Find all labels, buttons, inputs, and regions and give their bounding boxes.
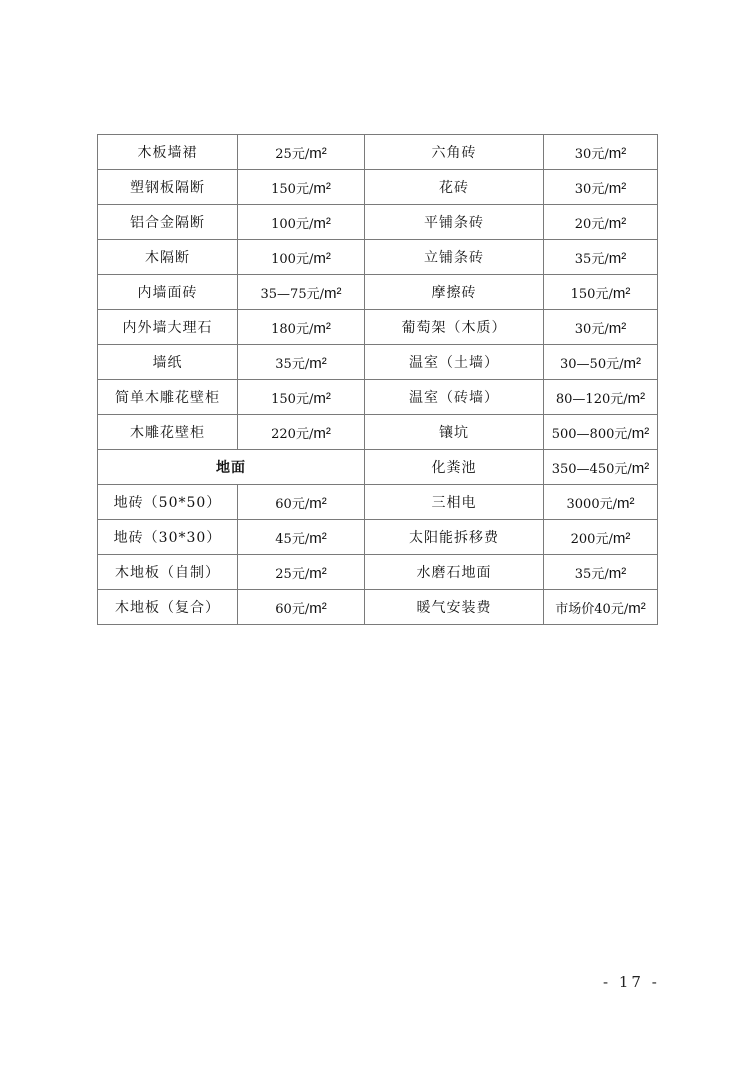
price-cell xyxy=(544,240,658,275)
price-cell-text: 100元/ xyxy=(271,216,314,232)
item-name-cell xyxy=(365,205,544,240)
unit-label: m² xyxy=(627,389,646,407)
price-cell xyxy=(238,380,365,415)
item-name-cell-text: 墙纸 xyxy=(152,355,183,371)
price-cell xyxy=(238,555,365,590)
unit-label: m² xyxy=(612,529,631,547)
item-name-cell xyxy=(98,310,238,345)
price-cell xyxy=(238,135,365,170)
price-cell xyxy=(544,345,658,380)
price-cell-text: 35—75元/ xyxy=(260,286,324,302)
unit-label: m² xyxy=(623,354,641,372)
item-name-cell-text: 地砖（30*30） xyxy=(113,530,222,546)
price-cell xyxy=(544,275,658,310)
unit-label: m² xyxy=(313,249,331,267)
item-name-cell-text: 太阳能拆移费 xyxy=(409,530,499,546)
unit-label: m² xyxy=(628,599,646,617)
item-name-cell-text: 葡萄架（木质） xyxy=(401,320,507,336)
price-cell-text: 市场价40元/ xyxy=(555,601,629,617)
price-cell-text: 25元/ xyxy=(275,146,310,162)
item-name-cell xyxy=(365,380,544,415)
item-name-cell xyxy=(98,485,238,520)
item-name-cell xyxy=(98,380,238,415)
unit-label: m² xyxy=(612,284,631,302)
table-row xyxy=(98,310,658,345)
price-cell-text: 30元/ xyxy=(574,321,609,337)
unit-label: m² xyxy=(313,214,331,232)
item-name-cell xyxy=(365,450,544,485)
item-name-cell xyxy=(98,170,238,205)
unit-label: m² xyxy=(608,214,627,232)
price-cell xyxy=(238,240,365,275)
item-name-cell xyxy=(365,310,544,345)
price-cell-text: 30元/ xyxy=(574,181,609,197)
table-row xyxy=(98,345,658,380)
table-row xyxy=(98,380,658,415)
price-cell xyxy=(238,485,365,520)
price-cell-text: 220元/ xyxy=(271,426,314,442)
table-row xyxy=(98,485,658,520)
item-name-cell xyxy=(98,555,238,590)
price-cell xyxy=(544,520,658,555)
table-row xyxy=(98,170,658,205)
price-cell-text: 45元/ xyxy=(275,531,310,547)
item-name-cell xyxy=(98,205,238,240)
item-name-cell-text: 镶坑 xyxy=(439,425,469,441)
unit-label: m² xyxy=(631,459,650,477)
table-row xyxy=(98,135,658,170)
price-cell-text: 35元/ xyxy=(574,566,609,582)
price-cell xyxy=(238,415,365,450)
table-row xyxy=(98,415,658,450)
item-name-cell-text: 地砖（50*50） xyxy=(113,495,222,511)
price-cell xyxy=(544,450,658,485)
table-row xyxy=(98,205,658,240)
item-name-cell-text: 温室（砖墙） xyxy=(409,390,499,406)
item-name-cell xyxy=(98,135,238,170)
price-cell-text: 35元/ xyxy=(574,251,609,267)
unit-label: m² xyxy=(323,284,342,302)
item-name-cell xyxy=(365,590,544,625)
table-row xyxy=(98,555,658,590)
item-name-cell-text: 木雕花壁柜 xyxy=(130,425,205,441)
price-cell-text: 200元/ xyxy=(570,531,613,547)
item-name-cell-text: 化粪池 xyxy=(431,460,477,476)
item-name-cell-text: 立铺条砖 xyxy=(424,250,484,266)
item-name-cell xyxy=(365,345,544,380)
unit-label: m² xyxy=(309,144,327,162)
unit-label: m² xyxy=(608,319,627,337)
price-cell xyxy=(238,205,365,240)
unit-label: m² xyxy=(608,564,627,582)
price-cell-text: 150元/ xyxy=(570,286,613,302)
price-cell-text: 20元/ xyxy=(574,216,609,232)
unit-label: m² xyxy=(309,354,327,372)
item-name-cell xyxy=(98,240,238,275)
item-name-cell-text: 六角砖 xyxy=(431,145,477,161)
item-name-cell-text: 铝合金隔断 xyxy=(130,215,205,231)
item-name-cell-text: 暖气安装费 xyxy=(416,600,492,616)
unit-label: m² xyxy=(313,179,331,197)
item-name-cell-text: 三相电 xyxy=(431,495,477,511)
price-cell-text: 60元/ xyxy=(275,496,310,512)
table-row xyxy=(98,240,658,275)
unit-label: m² xyxy=(608,249,627,267)
price-cell-text: 80—120元/ xyxy=(555,391,628,407)
item-name-cell-text: 木地板（复合） xyxy=(115,600,220,616)
item-name-cell-text: 温室（土墙） xyxy=(409,355,499,371)
item-name-cell xyxy=(365,555,544,590)
item-name-cell xyxy=(98,590,238,625)
price-cell xyxy=(544,485,658,520)
item-name-cell-text: 摩擦砖 xyxy=(431,285,477,301)
item-name-cell-text: 花砖 xyxy=(439,180,469,196)
price-cell-text: 25元/ xyxy=(275,566,310,582)
item-name-cell xyxy=(365,240,544,275)
price-cell-text: 150元/ xyxy=(271,181,314,197)
item-name-cell-text: 内外墙大理石 xyxy=(122,320,213,336)
unit-label: m² xyxy=(309,564,327,582)
table-row xyxy=(98,275,658,310)
item-name-cell-text: 塑钢板隔断 xyxy=(130,180,205,196)
price-cell-text: 35元/ xyxy=(275,356,310,372)
item-name-cell-text: 平铺条砖 xyxy=(424,215,484,231)
item-name-cell xyxy=(365,415,544,450)
unit-label: m² xyxy=(608,144,627,162)
price-cell xyxy=(544,205,658,240)
price-cell xyxy=(238,590,365,625)
price-cell xyxy=(238,310,365,345)
page-number: - 17 - xyxy=(603,973,660,991)
price-cell-text: 60元/ xyxy=(275,601,310,617)
price-cell xyxy=(238,345,365,380)
item-name-cell-text: 木地板（自制） xyxy=(115,565,220,581)
price-cell xyxy=(544,590,658,625)
item-name-cell-text: 木板墙裙 xyxy=(137,145,198,161)
unit-label: m² xyxy=(309,494,327,512)
price-cell xyxy=(544,310,658,345)
item-name-cell xyxy=(98,275,238,310)
unit-label: m² xyxy=(309,599,327,617)
item-name-cell xyxy=(98,520,238,555)
price-cell xyxy=(238,520,365,555)
price-cell xyxy=(238,170,365,205)
item-name-cell xyxy=(98,345,238,380)
price-cell-text: 3000元/ xyxy=(566,496,617,512)
price-cell-text: 30元/ xyxy=(574,146,609,162)
price-cell xyxy=(544,170,658,205)
unit-label: m² xyxy=(608,179,627,197)
item-name-cell xyxy=(365,485,544,520)
price-cell xyxy=(544,555,658,590)
price-cell-text: 180元/ xyxy=(271,321,314,337)
unit-label: m² xyxy=(616,494,635,512)
price-cell-text: 30—50元/ xyxy=(560,356,624,372)
price-table-body xyxy=(98,135,658,625)
section-title xyxy=(98,450,365,485)
item-name-cell xyxy=(365,275,544,310)
item-name-cell xyxy=(365,170,544,205)
price-cell-text: 500—800元/ xyxy=(551,426,632,442)
unit-label: m² xyxy=(313,389,331,407)
item-name-cell xyxy=(98,415,238,450)
item-name-cell xyxy=(365,520,544,555)
unit-label: m² xyxy=(309,529,327,547)
price-cell xyxy=(544,135,658,170)
price-cell xyxy=(238,275,365,310)
price-table xyxy=(97,134,658,625)
unit-label: m² xyxy=(313,319,331,337)
item-name-cell-text: 水磨石地面 xyxy=(416,565,492,581)
table-row xyxy=(98,520,658,555)
price-cell-text: 350—450元/ xyxy=(551,461,632,477)
item-name-cell-text: 简单木雕花壁柜 xyxy=(115,390,220,406)
item-name-cell-text: 内墙面砖 xyxy=(137,285,198,301)
price-cell xyxy=(544,380,658,415)
price-cell xyxy=(544,415,658,450)
item-name-cell xyxy=(365,135,544,170)
unit-label: m² xyxy=(631,424,650,442)
item-name-cell-text: 木隔断 xyxy=(145,250,190,266)
section-row xyxy=(98,450,658,485)
table-row xyxy=(98,590,658,625)
section-title-text: 地面 xyxy=(216,460,246,476)
price-cell-text: 100元/ xyxy=(271,251,314,267)
price-cell-text: 150元/ xyxy=(271,391,314,407)
unit-label: m² xyxy=(313,424,331,442)
